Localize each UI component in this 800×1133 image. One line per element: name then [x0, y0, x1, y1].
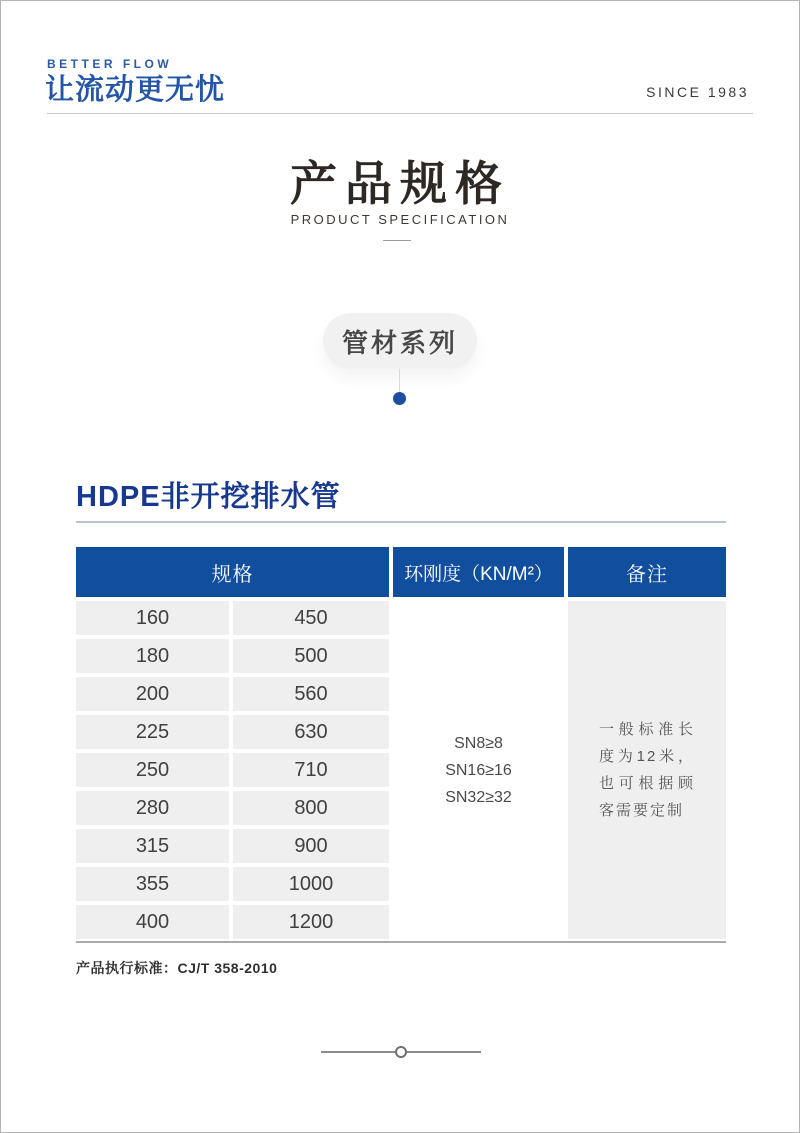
table-bottom-border — [76, 941, 726, 943]
table-cell-ring: 560 — [233, 677, 389, 711]
stiffness-line: SN16≥16 — [445, 761, 512, 779]
series-badge-label: 管材系列 — [341, 327, 458, 358]
stiffness-line: SN8≥8 — [454, 734, 503, 752]
footer-circle-icon — [395, 1046, 407, 1058]
table-cell-ring: 500 — [233, 639, 389, 673]
section-underline — [76, 521, 726, 523]
stiffness-line: SN32≥32 — [445, 788, 512, 806]
brand-name-en: BETTER FLOW — [47, 57, 173, 71]
table-cell-dn: 355 — [76, 867, 229, 901]
standard-note: 产品执行标准：CJ/T 358-2010 — [76, 960, 278, 976]
remark-cell — [568, 601, 726, 939]
table-cell-dn: 315 — [76, 829, 229, 863]
table-cell-ring: 1200 — [233, 905, 389, 939]
spec-table — [76, 547, 726, 939]
table-cell-dn: 160 — [76, 601, 229, 635]
series-badge — [323, 313, 477, 369]
section-heading: HDPE非开挖排水管 — [76, 481, 341, 513]
table-cell-dn: 180 — [76, 639, 229, 673]
title-dash-divider — [383, 240, 411, 241]
table-cell-ring: 630 — [233, 715, 389, 749]
ring-stiffness-cell — [393, 601, 564, 939]
column-header-remark: 备注 — [568, 547, 726, 597]
since-label: SINCE 1983 — [646, 84, 749, 100]
badge-connector-line — [399, 369, 400, 392]
remark-text: 一般标准长度为12米，也可根据顾客需要定制 — [599, 721, 695, 819]
column-header-ring-stiffness: 环刚度（KN/M²） — [393, 547, 564, 597]
table-cell-ring: 900 — [233, 829, 389, 863]
table-cell-ring: 1000 — [233, 867, 389, 901]
brand-logo-text: 让流动更无忧 — [45, 74, 226, 106]
table-cell-ring: 450 — [233, 601, 389, 635]
column-header-spec: 规格 — [76, 547, 389, 597]
page-title: 产品规格 — [290, 157, 510, 210]
table-cell-dn: 250 — [76, 753, 229, 787]
table-cell-ring: 800 — [233, 791, 389, 825]
page-subtitle: PRODUCT SPECIFICATION — [290, 212, 510, 227]
header-divider — [47, 113, 753, 114]
table-cell-dn: 400 — [76, 905, 229, 939]
table-cell-dn: 200 — [76, 677, 229, 711]
table-cell-dn: 280 — [76, 791, 229, 825]
footer-divider — [321, 1045, 481, 1059]
badge-dot-icon — [393, 392, 406, 405]
table-cell-ring: 710 — [233, 753, 389, 787]
table-cell-dn: 225 — [76, 715, 229, 749]
